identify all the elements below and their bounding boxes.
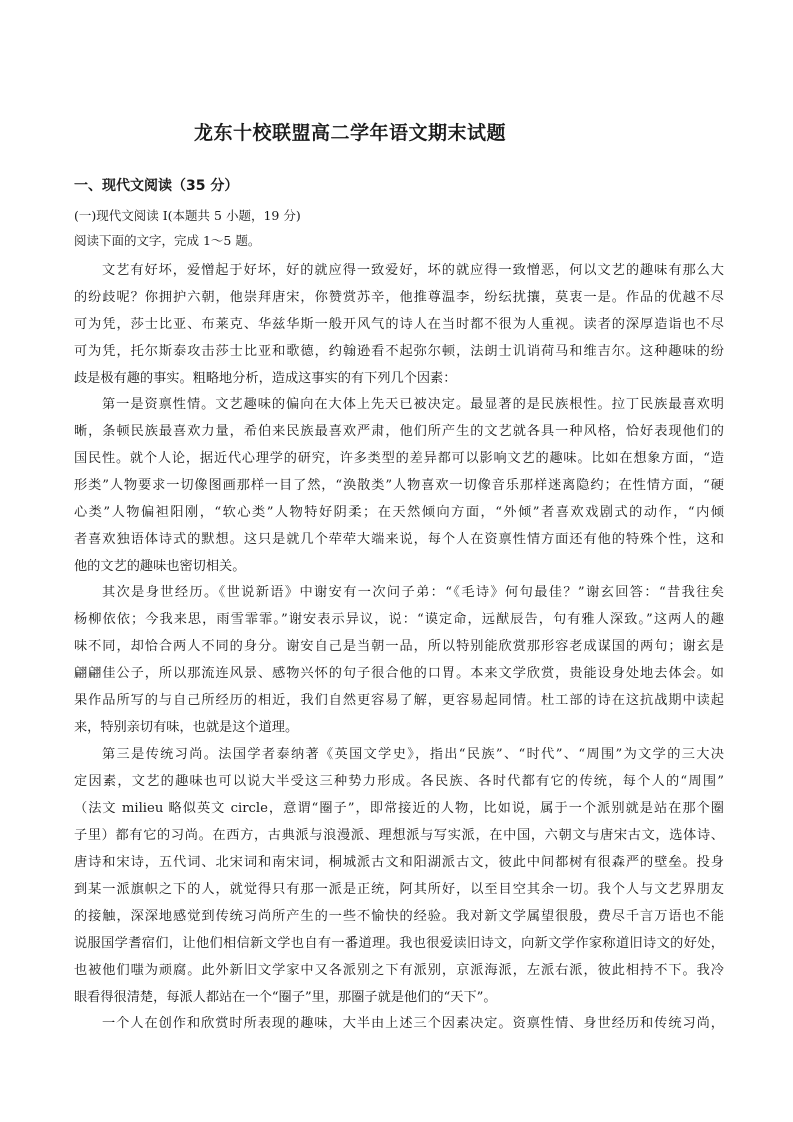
passage-line: 第三是传统习尚。法国学者泰纳著《英国文学史》，指出“民族”、“时代”、“周围”为文学的三大决 [102, 747, 724, 762]
section-heading: 一、现代文阅读（35 分） [74, 178, 239, 194]
passage-line: 形类”人物要求一切像图画那样一目了然，“涣散类”人物喜欢一切像音乐那样迷离隐约；在性情方面，“硬 [74, 478, 724, 493]
instruction-text: 阅读下面的文字，完成 1～5 题。 [74, 233, 261, 248]
passage-line: 眼看得很清楚，每派人都站在一个“圈子”里，那圈子就是他们的“天下”。 [74, 990, 497, 1005]
passage-line: 一个人在创作和欣赏时所表现的趣味，大半由上述三个因素决定。资禀性情、身世经历和传统习尚， [102, 1016, 724, 1031]
passage-line: 味不同，却恰合两人不同的身分。谢安自己是当朝一品，所以特别能欣赏那形容老成谋国的两句；谢玄是 [74, 639, 724, 654]
passage-line: 到某一派旗帜之下的人，就觉得只有那一派是正统，阿其所好，以至目空其余一切。我个人与文艺界朋友 [74, 882, 724, 897]
passage-line: 杨柳依依；今我来思，雨雪霏霏。”谢安表示异议，说：“谟定命，远猷辰告，句有雅人深致。”这两人的趣 [74, 612, 724, 627]
passage-line: 也被他们嗤为顽腐。此外新旧文学家中又各派别之下有派别，京派海派，左派右派，彼此相持不下。我冷 [74, 963, 724, 978]
page-title: 龙东十校联盟高二学年语文期末试题 [193, 122, 506, 144]
passage-line: 翩翩佳公子，所以那流连风景、感物兴怀的句子很合他的口胃。本来文学欣赏，贵能设身处地去体会。如 [74, 666, 724, 681]
passage-line: 歧是极有趣的事实。粗略地分析，造成这事实的有下列几个因素： [74, 371, 457, 386]
passage-line: 可为凭，莎士比亚、布莱克、华兹华斯一般开风气的诗人在当时都不很为人重视。读者的深厚造诣也不尽 [74, 317, 724, 332]
passage-line: 第一是资禀性情。文艺趣味的偏向在大体上先天已被决定。最显著的是民族根性。拉丁民族最喜欢明 [102, 397, 724, 412]
passage-line: 唐诗和宋诗，五代词、北宋词和南宋词，桐城派古文和阳湖派古文，彼此中间都树有很森严的壁垒。投身 [74, 855, 724, 870]
passage-line: 晰，条顿民族最喜欢力量，希伯来民族最喜欢严肃，他们所产生的文艺就各具一种风格，恰好表现他们的 [74, 424, 724, 439]
passage-line: 子里）都有它的习尚。在西方，古典派与浪漫派、理想派与写实派，在中国，六朝文与唐宋古文，选体诗、 [74, 828, 724, 843]
passage-line: 定因素，文艺的趣味也可以说大半受这三种势力形成。各民族、各时代都有它的传统，每个人的“周围” [74, 774, 724, 789]
subsection-heading: (一)现代文阅读 I(本题共 5 小题，19 分) [74, 208, 301, 223]
passage-line: 其次是身世经历。《世说新语》中谢安有一次问子弟：“《毛诗》何句最佳？”谢玄回答：“昔我往矣 [102, 585, 724, 600]
passage-line: 文艺有好坏，爱憎起于好坏，好的就应得一致爱好，坏的就应得一致憎恶，何以文艺的趣味有那么大 [102, 263, 724, 278]
passage-line: 的纷歧呢？你拥护六朝，他崇拜唐宋，你赞赏苏辛，他推尊温李，纷纭扰攘，莫衷一是。作品的优越不尽 [74, 290, 724, 305]
passage-line: 他的文艺的趣味也密切相关。 [74, 559, 246, 574]
passage-line: （法文 milieu 略似英文 circle，意谓“圈子”，即常接近的人物，比如说，属于一个派别就是站在那个圈 [74, 801, 724, 816]
passage-line: 来，特别亲切有味，也就是这个道理。 [74, 720, 299, 735]
passage-line: 者喜欢独语体诗式的默想。这只是就几个荦荦大端来说，每个人在资禀性情方面还有他的特殊个性，这和 [74, 532, 724, 547]
passage-line: 心类”人物偏袒阳刚，“软心类”人物特好阴柔；在天然倾向方面，“外倾”者喜欢戏剧式的动作，“内倾 [74, 505, 724, 520]
passage-line: 的接触，深深地感觉到传统习尚所产生的一些不愉快的经验。我对新文学属望很殷，费尽千言万语也不能 [74, 909, 724, 924]
passage-line: 说服国学耆宿们，让他们相信新文学也自有一番道理。我也很爱读旧诗文，向新文学作家称道旧诗文的好处， [74, 936, 724, 951]
passage-line: 可为凭，托尔斯泰攻击莎士比亚和歌德，约翰逊看不起弥尔顿，法朗士讥诮荷马和维吉尔。这种趣味的纷 [74, 344, 724, 359]
passage-line: 果作品所写的与自己所经历的相近，我们自然更容易了解，更容易起同情。杜工部的诗在这抗战期中读起 [74, 693, 724, 708]
passage-line: 国民性。就个人论，据近代心理学的研究，许多类型的差异都可以影响文艺的趣味。比如在想象方面，“造 [74, 451, 724, 466]
